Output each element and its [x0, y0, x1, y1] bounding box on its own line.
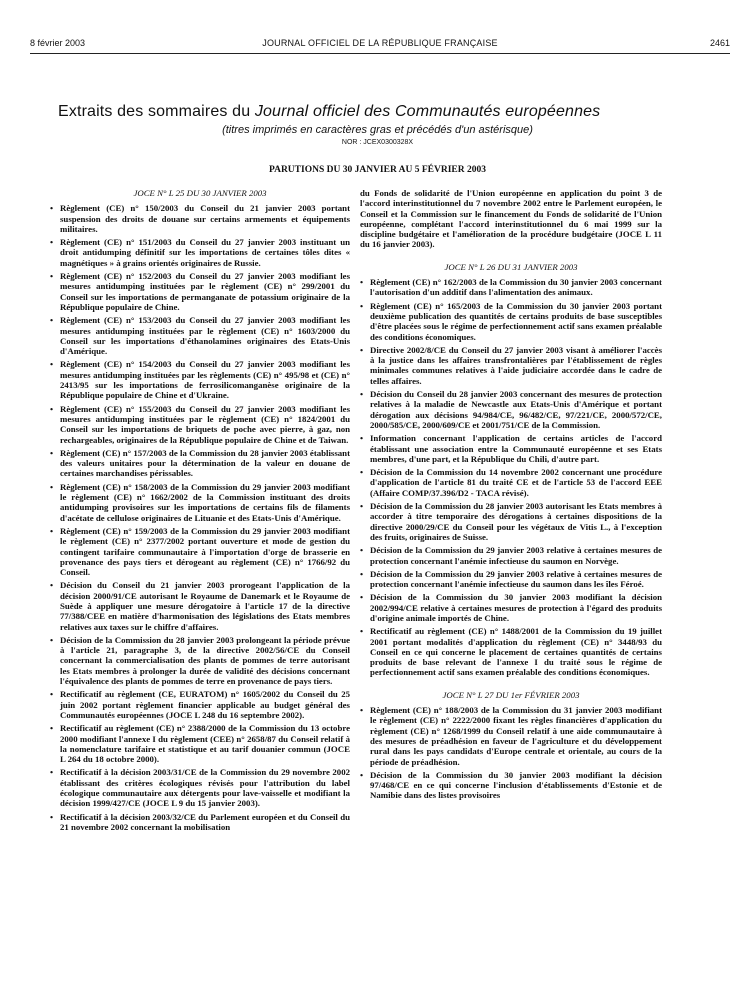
entry-text: Décision de la Commission du 30 janvier 2003 modifiant la décision 2002/994/CE relative à certaines mesures de protection à l'égard des produits d'origine animale importés de Chine.: [370, 592, 662, 623]
list-item: [50, 315, 350, 356]
list-item: [360, 301, 662, 342]
list-item: [50, 404, 350, 445]
entry-text: Décision de la Commission du 28 janvier 2003 autorisant les Etats membres à accorder à titre temporaire des dérogations à certaines dispositions de la directive 2000/29/CE du Conseil pour les végétaux de Vitis L., à l'exception des fruits, originaires de Suisse.: [370, 501, 662, 542]
entry-text: Règlement (CE) n° 152/2003 du Conseil du 27 janvier 2003 modifiant les mesures antidumping instituées par le règlement (CE) n° 299/2001 du Conseil sur les importations de permanganate de potassium originaire de la République populaire de Chine.: [60, 271, 350, 312]
entry-text: Règlement (CE) n° 162/2003 de la Commission du 30 janvier 2003 concernant l'autorisation d'un additif dans l'alimentation des animaux.: [370, 277, 662, 298]
list-item: [360, 592, 662, 623]
bullet-icon: •: [360, 568, 364, 579]
bullet-icon: •: [360, 705, 364, 716]
list-item: [360, 501, 662, 542]
bullet-icon: •: [50, 447, 54, 458]
section-heading: JOCE N° L 26 DU 31 JANVIER 2003: [444, 261, 578, 272]
entry-text: Rectificatif au règlement (CE) n° 2388/2000 de la Commission du 13 octobre 2000 modifiant l'annexe I du règlement (CEE) n° 2658/87 du Conseil relatif à la nomenclature tarifaire et statistique et au tarif douanier commun (JOCE L 264 du 18 octobre 2000).: [60, 723, 350, 765]
list-item: [50, 580, 350, 631]
list-item: [50, 635, 350, 686]
bullet-icon: •: [360, 592, 364, 603]
bullet-icon: •: [50, 203, 54, 214]
entry-list: [360, 277, 662, 678]
entry-text: Règlement (CE) n° 165/2003 de la Commission du 30 janvier 2003 portant deuxième publication des quantités de certains produits de base susceptibles d'être placées sous le régime de perfectionnement actif sans examen préalable des conditions économiques.: [370, 300, 662, 342]
section-heading: JOCE N° L 27 DU 1er FÉVRIER 2003: [442, 689, 580, 700]
entry-text: Règlement (CE) n° 157/2003 de la Commission du 28 janvier 2003 établissant des valeurs unitaires pour la détermination de la valeur en douane de certaines marchandises périssables.: [60, 447, 350, 479]
list-item: [360, 467, 662, 498]
section-heading: JOCE N° L 25 DU 30 JANVIER 2003: [133, 188, 267, 198]
entry-text: Décision du Conseil du 21 janvier 2003 prorogeant l'application de la décision 2000/91/CE autorisant le Royaume de Danemark et le Royaume de Suède à appliquer une mesure dérogatoire à l'article 17 de la directive 77/388/CEE en matière d'harmonisation des législations des Etats membres relatives aux taxes sur le chiffre d'affaires.: [60, 580, 350, 632]
section-spacer: [360, 253, 662, 262]
entry-text: Rectificatif à la décision 2003/31/CE de la Commission du 29 novembre 2002 établissant des critères écologiques révisés pour l'attribution du label écologique communautaire aux détergents pour lave-vaisselle et modifiant la décision 1999/427/CE (JOCE L 9 du 15 janvier 2003).: [60, 767, 350, 809]
bullet-icon: •: [50, 403, 54, 414]
list-item: [50, 812, 350, 833]
list-item: [50, 271, 350, 312]
entry-text: Règlement (CE) n° 158/2003 de la Commission du 29 janvier 2003 modifiant le règlement (CE) n° 1662/2002 de la Commission instituant des droits antidumping provisoires sur les importations de certains fils de filaments d'acétate de cellulose originaires de Lituanie et des Etats-Unis d'Amérique.: [60, 481, 350, 523]
header-journal-name: JOURNAL OFFICIEL DE LA RÉPUBLIQUE FRANÇAISE: [262, 38, 498, 48]
list-item: [50, 689, 350, 720]
continued-entry: du Fonds de solidarité de l'Union européenne en application du point 3 de l'accord interinstitutionnel du 7 novembre 2002 entre le Parlement européen, le Conseil et la Commission sur le financement du Fonds de solidarité de l'Union européenne, complétant l'accord interinstitutionnel du 6 mai 1999 sur la discipline budgétaire et l'amélioration de la procédure budgétaire (JOCE L 11 du 16 janvier 2003).: [360, 188, 662, 250]
entry-text: Directive 2002/8/CE du Conseil du 27 janvier 2003 visant à améliorer l'accès à la justice dans les affaires transfrontalières par l'établissement de règles minimales communes relatives à l'aide judiciaire accordée dans le cadre de telles affaires.: [370, 344, 662, 386]
entry-text: Règlement (CE) n° 153/2003 du Conseil du 27 janvier 2003 modifiant les mesures antidumping instituées par le règlement (CE) n° 1603/2000 du Conseil sur les importations d'éthanolamines originaires des Etats-Unis d'Amérique.: [60, 315, 350, 357]
list-item: [360, 569, 662, 590]
entry-text: Règlement (CE) n° 159/2003 de la Commission du 29 janvier 2003 modifiant le règlement (CE) n° 2377/2002 portant ouverture et mode de gestion du contingent tarifaire communautaire à l'importation d'orge de brasserie en provenance des pays tiers et dérogeant au règlement (CE) n° 1766/92 du Conseil.: [60, 525, 350, 578]
entry-text: Règlement (CE) n° 150/2003 du Conseil du 21 janvier 2003 portant suspension des droits de douane sur certains armements et équipements militaires.: [60, 203, 350, 234]
list-item: [360, 345, 662, 386]
bullet-icon: •: [50, 271, 54, 282]
list-item: [50, 359, 350, 400]
list-item: [360, 545, 662, 566]
bullet-icon: •: [360, 433, 364, 444]
list-item: [360, 389, 662, 430]
title-journal-name: Journal officiel des Communautés européennes: [254, 103, 601, 120]
entry-text: Décision du Conseil du 28 janvier 2003 concernant des mesures de protection relatives à la maladie de Newcastle aux Etats-Unis d'Amérique et portant dérogation aux décisions 94/984/CE, 96/482/CE, 97/221/CE, 2000/572/CE, 2000/585/CE, 2000/609/CE et 2001/751/CE de la Commission.: [370, 389, 662, 430]
bullet-icon: •: [50, 767, 54, 778]
section-spacer: [360, 681, 662, 690]
entry-text: Rectificatif à la décision 2003/32/CE du Parlement européen et du Conseil du 21 novembre 2002 concernant la mobilisation: [60, 811, 350, 832]
list-item: [360, 770, 662, 801]
header-page-number: 2461: [709, 38, 730, 48]
entry-text: Rectificatif au règlement (CE, EURATOM) n° 1605/2002 du Conseil du 25 juin 2002 portant règlement financier applicable au budget général des Communautés européennes (JOCE L 248 du 16 septembre 2002).: [60, 689, 350, 720]
bullet-icon: •: [50, 723, 54, 734]
list-item: [50, 482, 350, 523]
list-item: [50, 526, 350, 577]
list-item: [360, 433, 662, 464]
entry-text: Décision de la Commission du 30 janvier 2003 modifiant la décision 97/468/CE en ce qui concerne l'inclusion d'établissements d'Estonie et de Namibie dans des listes provisoires: [370, 769, 662, 801]
entry-text: Décision de la Commission du 29 janvier 2003 relative à certaines mesures de protection concernant l'anémie infectieuse du saumon dans les îles Féroé.: [370, 568, 662, 590]
entry-text: Décision de la Commission du 28 janvier 2003 prolongeant la période prévue à l'article 21, paragraphe 3, de la directive 2002/56/CE du Conseil concernant la commercialisation des plants de pommes de terre autorisant les Etats membres à prolonger la durée de validité des décisions concernant l'équivalence des plants de pommes de terre en provenance de pays tiers.: [60, 634, 350, 687]
bullet-icon: •: [360, 467, 364, 478]
entry-text: Règlement (CE) n° 154/2003 du Conseil du 27 janvier 2003 modifiant les mesures antidumping instituées par les règlements (CE) n° 495/98 et (CE) n° 2413/95 sur les importations de ferrosilicomanganèse originaire de la République populaire de Chine et d'Ukraine.: [60, 359, 350, 401]
bullet-icon: •: [360, 344, 364, 355]
entry-text: Décision de la Commission du 29 janvier 2003 relative à certaines mesures de protection concernant l'anémie infectieuse du saumon en Norvège.: [370, 545, 662, 566]
page-title: [58, 103, 698, 121]
right-column: [360, 188, 662, 804]
entry-text: Information concernant l'application de certains articles de l'accord établissant une association entre la Communauté européenne et ses Etats membres, d'une part, et la République du Chili, d'autre part.: [370, 433, 662, 464]
list-item: [360, 626, 662, 677]
page-subtitle: (titres imprimés en caractères gras et précédés d'un astérisque): [222, 124, 533, 136]
bullet-icon: •: [50, 525, 54, 536]
header-rule: [30, 53, 730, 54]
list-item: [360, 705, 662, 767]
bullet-icon: •: [50, 237, 54, 248]
bullet-icon: •: [360, 769, 364, 780]
list-item: [50, 203, 350, 234]
bullet-icon: •: [360, 300, 364, 311]
entry-list: [360, 705, 662, 801]
running-header: [30, 38, 730, 52]
parutions-heading: PARUTIONS DU 30 JANVIER AU 5 FÉVRIER 2003: [268, 165, 487, 175]
entry-text: Décision de la Commission du 14 novembre 2002 concernant une procédure d'application de l'article 81 du traité CE et de l'article 53 de l'accord EEE (Affaire COMP/37.396/D2 - TACA révisé).: [370, 467, 662, 498]
bullet-icon: •: [360, 545, 364, 556]
entry-text: Règlement (CE) n° 151/2003 du Conseil du 27 janvier 2003 instituant un droit antidumping définitif sur les importations de certaines tôles dites « magnétiques » à grains orientés originaires de Russie.: [60, 237, 350, 268]
bullet-icon: •: [360, 501, 364, 512]
bullet-icon: •: [50, 481, 54, 492]
list-item: [50, 723, 350, 764]
entry-text: Règlement (CE) n° 155/2003 du Conseil du 27 janvier 2003 modifiant les mesures antidumping instituées par le règlement (CE) n° 1824/2001 du Conseil sur les importations de briquets de poche avec pierre, à gaz, non rechargeables, originaires de la République populaire de Chine et de Taiwan.: [60, 403, 350, 445]
left-column: [50, 188, 350, 835]
list-item: [360, 277, 662, 298]
bullet-icon: •: [360, 626, 364, 637]
bullet-icon: •: [50, 634, 54, 645]
nor-reference: NOR : JCEX0300328X: [341, 139, 414, 146]
list-item: [50, 767, 350, 808]
bullet-icon: •: [50, 689, 54, 700]
bullet-icon: •: [50, 315, 54, 326]
bullet-icon: •: [360, 277, 364, 288]
bullet-icon: •: [50, 580, 54, 591]
bullet-icon: •: [360, 389, 364, 400]
bullet-icon: •: [50, 811, 54, 822]
list-item: [50, 237, 350, 268]
bullet-icon: •: [50, 359, 54, 370]
list-item: [50, 448, 350, 479]
entry-list: [50, 203, 350, 832]
title-prefix: Extraits des sommaires du: [58, 103, 255, 120]
header-date: 8 février 2003: [30, 38, 86, 48]
entry-text: Règlement (CE) n° 188/2003 de la Commission du 31 janvier 2003 modifiant le règlement (CE) n° 2222/2000 fixant les règles financières d'application du règlement (CE) n° 1268/1999 du Conseil relatif à une aide communautaire à des mesures de préadhésion en faveur de l'agriculture et du développement rural dans les pays candidats d'Europe centrale et orientale, au cours de la période de préadhésion.: [370, 705, 662, 767]
entry-text: Rectificatif au règlement (CE) n° 1488/2001 de la Commission du 19 juillet 2001 portant modalités d'application du règlement (CE) n° 3448/93 du Conseil en ce qui concerne le placement de certaines quantités de certains produits de base relevant de l'annexe I du traité sous le régime de perfectionnement actif sans examen préalable des conditions économiques.: [370, 626, 662, 678]
